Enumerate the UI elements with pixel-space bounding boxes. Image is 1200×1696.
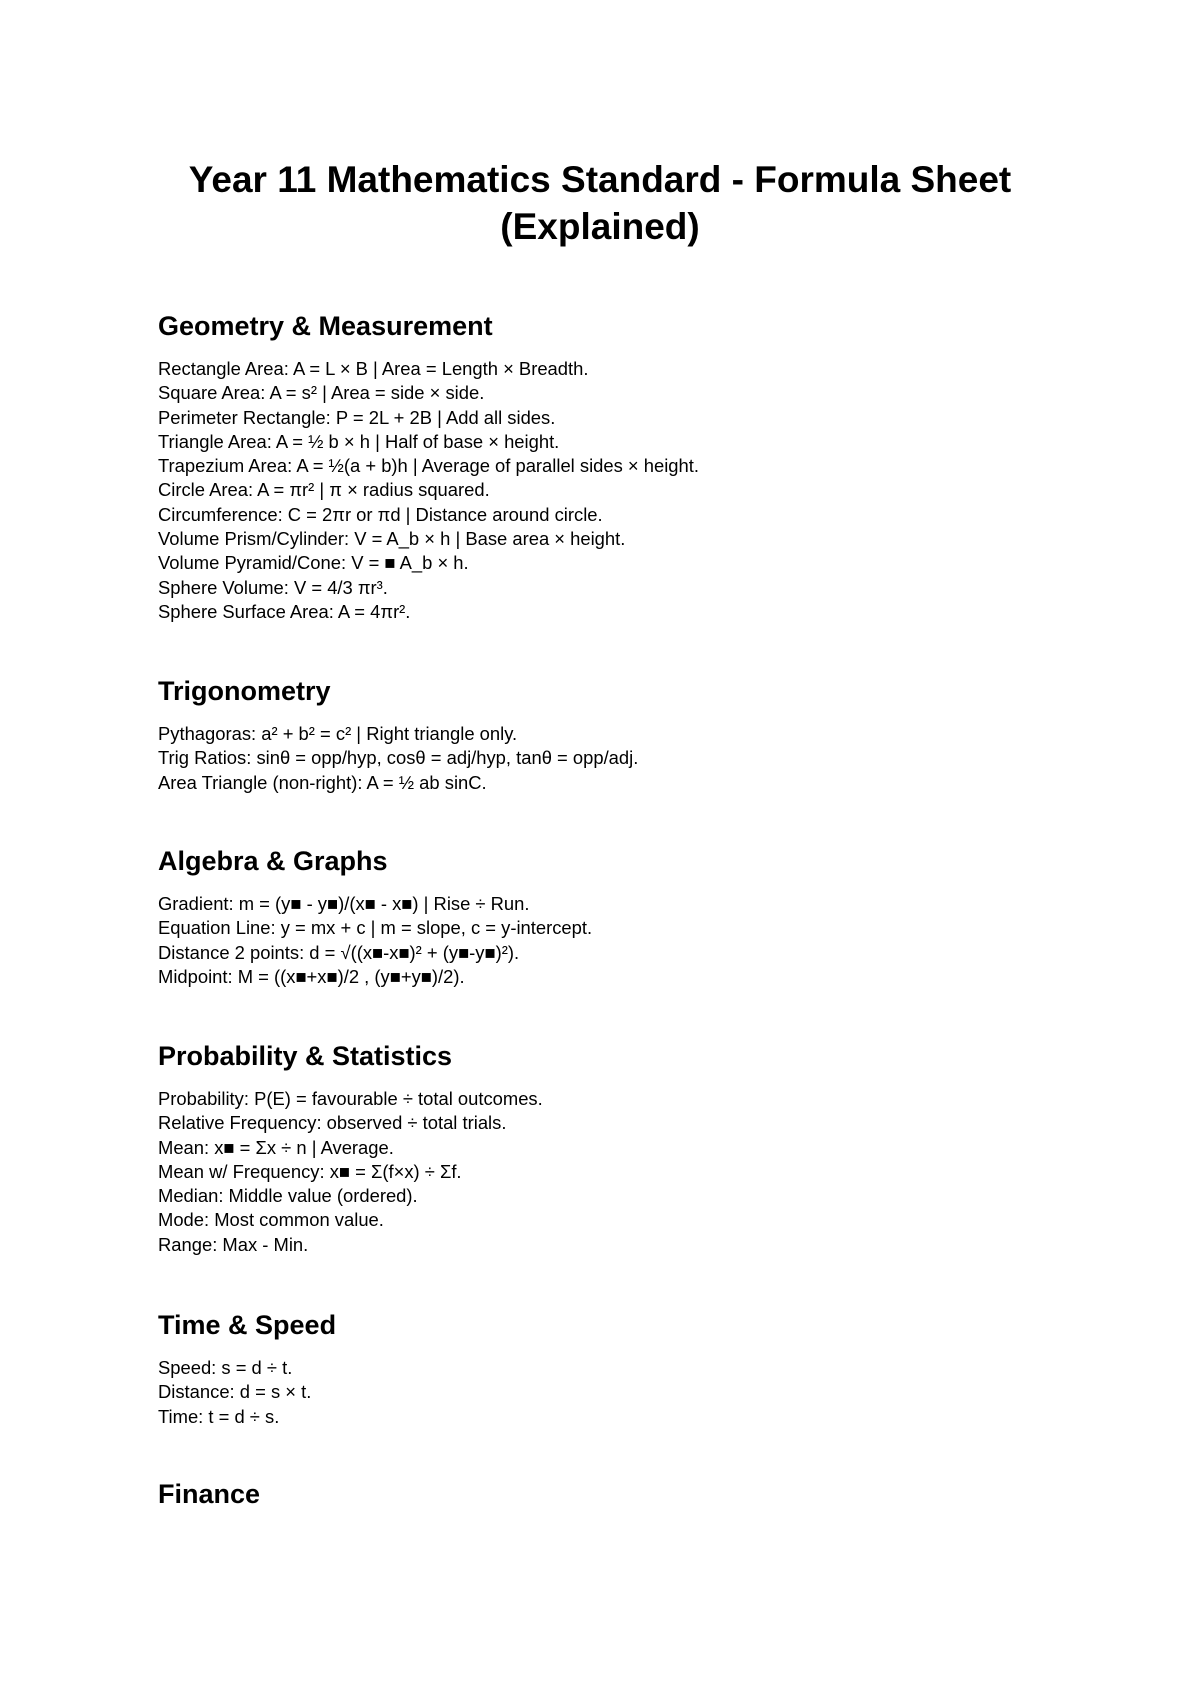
formula-mean: Mean: x■ = Σx ÷ n | Average.: [158, 1136, 394, 1158]
formula-midpoint: Midpoint: M = ((x■+x■)/2 , (y■+y■)/2).: [158, 965, 465, 987]
formula-volume-prism: Volume Prism/Cylinder: V = A_b × h | Base area × height.: [158, 528, 626, 550]
formula-perimeter-rectangle: Perimeter Rectangle: P = 2L + 2B | Add all sides.: [158, 406, 556, 428]
section-finance: [158, 1477, 1058, 1525]
section-geometry-measurement: [158, 309, 1058, 624]
section-time-speed: [158, 1308, 1058, 1429]
formula-mean-frequency: Mean w/ Frequency: x■ = Σ(f×x) ÷ Σf.: [158, 1160, 462, 1182]
formula-median: Median: Middle value (ordered).: [158, 1185, 418, 1207]
formula-probability: Probability: P(E) = favourable ÷ total outcomes.: [158, 1088, 543, 1109]
formula-trapezium-area: Trapezium Area: A = ½(a + b)h | Average of parallel sides × height.: [158, 455, 699, 477]
section-heading: Geometry & Measurement: [158, 311, 493, 341]
formula-distance: Distance 2 points: d = √((x■-x■)² + (y■-y■)²).: [158, 941, 520, 963]
section-heading: Finance: [158, 1479, 261, 1509]
formula-volume-pyramid: Volume Pyramid/Cone: V = ■ A_b × h.: [158, 552, 469, 574]
section-heading: Algebra & Graphs: [158, 846, 388, 876]
formula-relative-frequency: Relative Frequency: observed ÷ total trials.: [158, 1112, 507, 1134]
formula-trig-ratios: Trig Ratios: sinθ = opp/hyp, cosθ = adj/hyp, tanθ = opp/adj.: [158, 747, 639, 769]
formula-circumference: Circumference: C = 2πr or πd | Distance around circle.: [158, 503, 603, 525]
formula-rectangle-area: Rectangle Area: A = L × B | Area = Length × Breadth.: [158, 358, 589, 379]
formula-sphere-surface: Sphere Surface Area: A = 4πr².: [158, 600, 411, 622]
section-trigonometry: [158, 674, 1058, 795]
formula-square-area: Square Area: A = s² | Area = side × side.: [158, 382, 485, 404]
section-probability-statistics: [158, 1039, 1058, 1257]
formula-speed: Speed: s = d ÷ t.: [158, 1357, 293, 1378]
formula-triangle-area: Triangle Area: A = ½ b × h | Half of base × height.: [158, 430, 560, 452]
page-title: Year 11 Mathematics Standard - Formula Sheet (Explained): [188, 159, 1012, 247]
section-algebra-graphs: [158, 844, 1058, 989]
formula-gradient: Gradient: m = (y■ - y■)/(x■ - x■) | Rise ÷ Run.: [158, 893, 530, 914]
section-heading: Trigonometry: [158, 676, 331, 706]
formula-distance-speed: Distance: d = s × t.: [158, 1381, 312, 1403]
formula-range: Range: Max - Min.: [158, 1233, 309, 1255]
formula-area-triangle-nonright: Area Triangle (non-right): A = ½ ab sinC.: [158, 771, 487, 793]
formula-mode: Mode: Most common value.: [158, 1209, 384, 1231]
formula-time: Time: t = d ÷ s.: [158, 1405, 280, 1427]
formula-equation-line: Equation Line: y = mx + c | m = slope, c = y-intercept.: [158, 917, 593, 939]
section-heading: Time & Speed: [158, 1310, 337, 1340]
formula-pythagoras: Pythagoras: a² + b² = c² | Right triangle only.: [158, 723, 518, 744]
formula-sphere-volume: Sphere Volume: V = 4/3 πr³.: [158, 576, 388, 598]
formula-circle-area: Circle Area: A = πr² | π × radius squared.: [158, 479, 490, 501]
section-heading: Probability & Statistics: [158, 1041, 453, 1071]
